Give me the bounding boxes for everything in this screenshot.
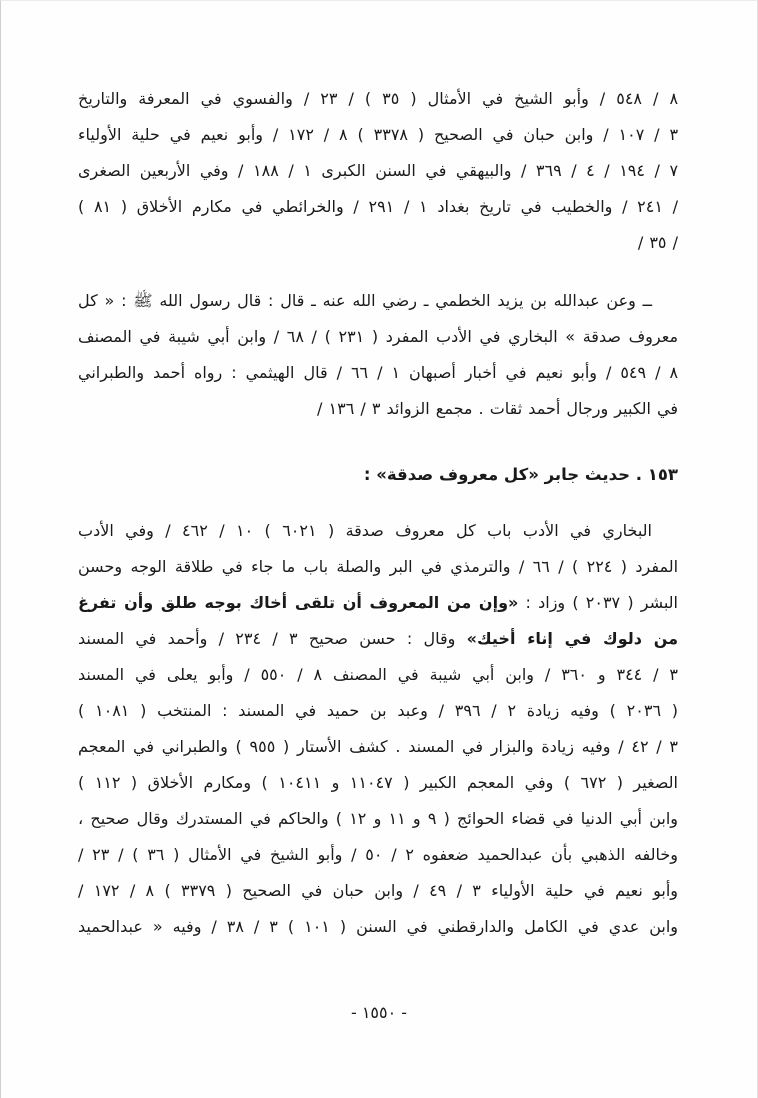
- text-line: [78, 283, 678, 319]
- text-line: [78, 153, 678, 189]
- text-segment: ــ وعن عبدالله بن يزيد الخطمي ـ رضي الله عنه ـ قال : قال رسول الله ﷺ : « كل: [78, 291, 652, 310]
- text-segment: / ٣٥ /: [637, 233, 678, 252]
- text-segment: ( ٢٠٣٦ ) وفيه زيادة ٢ / ٣٩٦ / وعبد بن حميد في المسند : المنتخب ( ١٠٨١ ): [78, 701, 679, 720]
- text-line: [78, 837, 678, 873]
- text-segment: ٣ / ١٠٧ / وابن حبان في الصحيح ( ٣٣٧٨ ) ٨ / ١٧٢ / وأبو نعيم في حلية الأولياء: [78, 125, 679, 144]
- text-segment: وابن أبي الدنيا في قضاء الحوائج ( ٩ و ١١ و ١٢ ) والحاكم في المستدرك وقال صحيح ،: [78, 809, 678, 828]
- text-line: [78, 729, 678, 765]
- text-line: [78, 225, 678, 261]
- text-line: [78, 621, 678, 657]
- text-line: [78, 391, 678, 427]
- text-segment: / ٢٤١ / والخطيب في تاريخ بغداد ١ / ٢٩١ / والخرائطي في مكارم الأخلاق ( ٨١ ): [78, 197, 679, 216]
- paragraph-references-1: [78, 81, 678, 261]
- text-line: [78, 873, 678, 909]
- text-line: [78, 693, 678, 729]
- text-line: [78, 189, 678, 225]
- text-line: [78, 319, 678, 355]
- text-line: [78, 657, 678, 693]
- text-segment: البشر ( ٢٠٣٧ ) وزاد :: [518, 593, 679, 612]
- text-segment: وابن عدي في الكامل والدارقطني في السنن ( ١٠١ ) ٣ / ٣٨ / وفيه « عبدالحميد: [78, 917, 679, 936]
- text-segment: وأبو نعيم في حلية الأولياء ٣ / ٤٩ / وابن حبان في الصحيح ( ٣٣٧٩ ) ٨ / ١٧٢ /: [78, 881, 679, 900]
- page-number: - ١٥٥٠ -: [350, 1003, 408, 1022]
- text-segment: معروف صدقة » البخاري في الأدب المفرد ( ٢٣١ ) / ٦٨ / وابن أبي شيبة في المصنف: [78, 327, 679, 346]
- bold-text-segment: «وإن من المعروف أن تلقى أخاك بوجه طلق وأن تفرغ: [78, 593, 519, 612]
- text-segment: في الكبير ورجال أحمد ثقات . مجمع الزوائد ٣ / ١٣٦ /: [317, 399, 678, 418]
- text-line: [78, 585, 678, 621]
- bold-text-segment: من دلوك في إناء أخيك»: [466, 629, 679, 648]
- text-segment: ٨ / ٥٤٨ / وأبو الشيخ في الأمثال ( ٣٥ ) / ٢٣ / والفسوي في المعرفة والتاريخ: [78, 89, 679, 108]
- text-line: [78, 355, 678, 391]
- text-segment: وخالفه الذهبي بأن عبدالحميد ضعفوه ٢ / ٥٠ / وأبو الشيخ في الأمثال ( ٣٦ ) / ٢٣ /: [78, 845, 679, 864]
- text-line: [78, 549, 678, 585]
- text-line: [78, 801, 678, 837]
- text-segment: ٣ / ٣٤٤ و ٣٦٠ / وابن أبي شيبة في المصنف ٨ / ٥٥٠ / وأبو يعلى في المسند: [78, 665, 679, 684]
- text-segment: وقال : حسن صحيح ٣ / ٢٣٤ / وأحمد في المسند: [78, 629, 467, 648]
- text-line: [78, 117, 678, 153]
- paragraph-hadith-jabir-takhrij: [78, 513, 678, 945]
- text-segment: ٧ / ١٩٤ / ٤ / ٣٦٩ / والبيهقي في السنن الكبرى ١ / ١٨٨ / وفي الأربعين الصغرى: [78, 161, 679, 180]
- text-line: [78, 81, 678, 117]
- text-line: [78, 513, 678, 549]
- text-segment: الصغير ( ٦٧٢ ) وفي المعجم الكبير ( ١١٠٤٧ و ١٠٤١١ ) ومكارم الأخلاق ( ١١٢ ): [78, 773, 678, 792]
- text-line: [78, 909, 678, 945]
- paragraph-hadith-khatmi: [78, 283, 678, 427]
- text-segment: المفرد ( ٢٢٤ ) / ٦٦ / والترمذي في البر والصلة باب ما جاء في طلاقة الوجه وحسن: [78, 557, 679, 576]
- text-segment: ٨ / ٥٤٩ / وأبو نعيم في أخبار أصبهان ١ / ٦٦ / قال الهيثمي : رواه أحمد والطبراني: [78, 363, 679, 382]
- text-segment: ٣ / ٤٢ / وفيه زيادة والبزار في المسند . كشف الأستار ( ٩٥٥ ) والطبراني في المعجم: [78, 737, 679, 756]
- text-block: [78, 81, 678, 967]
- section-heading: ١٥٣ . حديث جابر «كل معروف صدقة» :: [363, 465, 678, 484]
- text-segment: البخاري في الأدب باب كل معروف صدقة ( ٦٠٢١ ) ١٠ / ٤٦٢ / وفي الأدب: [78, 521, 653, 540]
- text-line: [78, 765, 678, 801]
